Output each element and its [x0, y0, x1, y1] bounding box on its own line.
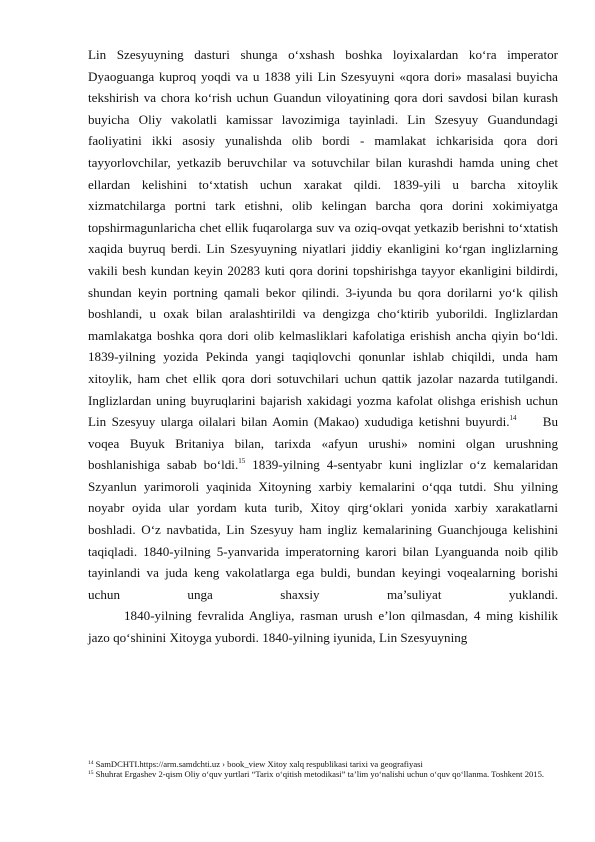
footnotes — [88, 759, 558, 780]
body-paragraph — [88, 44, 558, 605]
footnote-text: SamDCHTI.https://arm.samdchti.uz › book_view Xitoy xalq respublikasi tarixi va geografiyasi — [95, 759, 423, 769]
paragraph-text: Lin Szesyuyning dasturi shunga o‘xshash boshka loyixalardan ko‘ra imperator Dyaoguanga kuproq yoqdi va u 1838 yili Lin Szesyuyni «qora dori» masalasi buyicha tekshirish va chora ko‘rish uchun Guandun viloyatining qora dori savdosi bilan kurash buyicha Oliy vakolatli kamissar lavozimiga tayinladi. Lin Szesyuy Guandundagi faoliyatini ikki asosiy yunalishda olib bordi - mamlakat ichkarisida qora dori tayyorlovchilar, yetkazib beruvchilar va sotuvchilar bilan kurashdi hamda uning chet ellardan kelishini to‘xtatish uchun xarakat qildi. 1839-yili u barcha xitoylik xizmatchilarga portni tark etishni, olib kelingan barcha qora dorini xokimiyatga topshirmagunlaricha chet ellik fuqarolarga suv va oziq-ovqat yetkazib berishni to‘xtatish xaqida buyruq berdi. Lin Szesyuyning niyatlari jiddiy ekanligini ko‘rgan inglizlarning vakili besh kundan keyin 20283 kuti qora dorini topshirishga tayyor ekanligini bildirdi, shundan keyin portning qamali bekor qilindi. 3-iyunda bu qora dorilarni yo‘k qilish boshlandi, u oxak bilan aralashtirildi va dengizga cho‘ktirib yuborildi. Inglizlardan mamlakatga boshka qora dori olib kelmasliklari kafolatiga erishish ancha qiyin bo‘ldi. 1839-yilning yozida Pekinda yangi taqiqlovchi qonunlar ishlab chiqildi, unda ham xitoylik, ham chet ellik qora dori sotuvchilari uchun qattik jazolar nazarda tutilgandi. Inglizlardan uning buyruqlarini bajarish xakidagi yozma kafolat olishga erishish uchun Lin Szesyuy ularga oilalari bilan Aomin (Makao) xududiga ketishni buyurdi. — [88, 47, 558, 430]
footnote-text: Shuhrat Ergashev 2-qism Oliy o‘quv yurtlari “Tarix o‘qitish metodikasi” ta’lim yo‘nalishi uchun o‘quv qo‘llanma. Toshkent 2015. — [95, 769, 545, 780]
paragraph-text: 1839-yilning 4-sentyabr kuni inglizlar o‘z kemalaridan Szyanlun yarimoroli yaqinida Xitoyning xarbiy kemalarini o‘qqa tutdi. Shu yilning noyabr oyida ular yordam kuta turib, Xitoy qirg‘oklari yonida xarbiy xarakatlarni boshladi. O‘z navbatida, Lin Szesyuy ham ingliz kemalarining Guanchjouga kelishini taqiqladi. 1840-yilning 5-yanvarida imperatorning karori bilan Lyanguanda noib qilib tayinlandi va juda keng vakolatlarga ega buldi, bundan keyingi voqealarning borishi uchun unga shaxsiy ma’suliyat yuklandi. — [88, 457, 558, 602]
footnote-mark: 14 — [88, 760, 94, 766]
paragraph-text: 1840-yilning fevralida Angliya, rasman urush e’lon qilmasdan, 4 ming kishilik jazo qo‘shinini Xitoyga yubordi. 1840-yilning iyunida, Lin Szesyuyning — [88, 608, 558, 646]
paragraph-text: Bu voqea Buyuk Britaniya bilan, tarixda «afyun urushi» nomini olgan urushning boshlanishiga sabab bo‘ldi. — [88, 414, 558, 473]
page-body — [88, 44, 558, 649]
footnote — [88, 769, 558, 779]
footnote-mark: 15 — [88, 770, 94, 777]
footnote — [88, 759, 558, 769]
body-paragraph — [88, 605, 558, 648]
footnote-ref: 15 — [238, 457, 246, 466]
footnote-ref: 14 — [509, 414, 517, 423]
